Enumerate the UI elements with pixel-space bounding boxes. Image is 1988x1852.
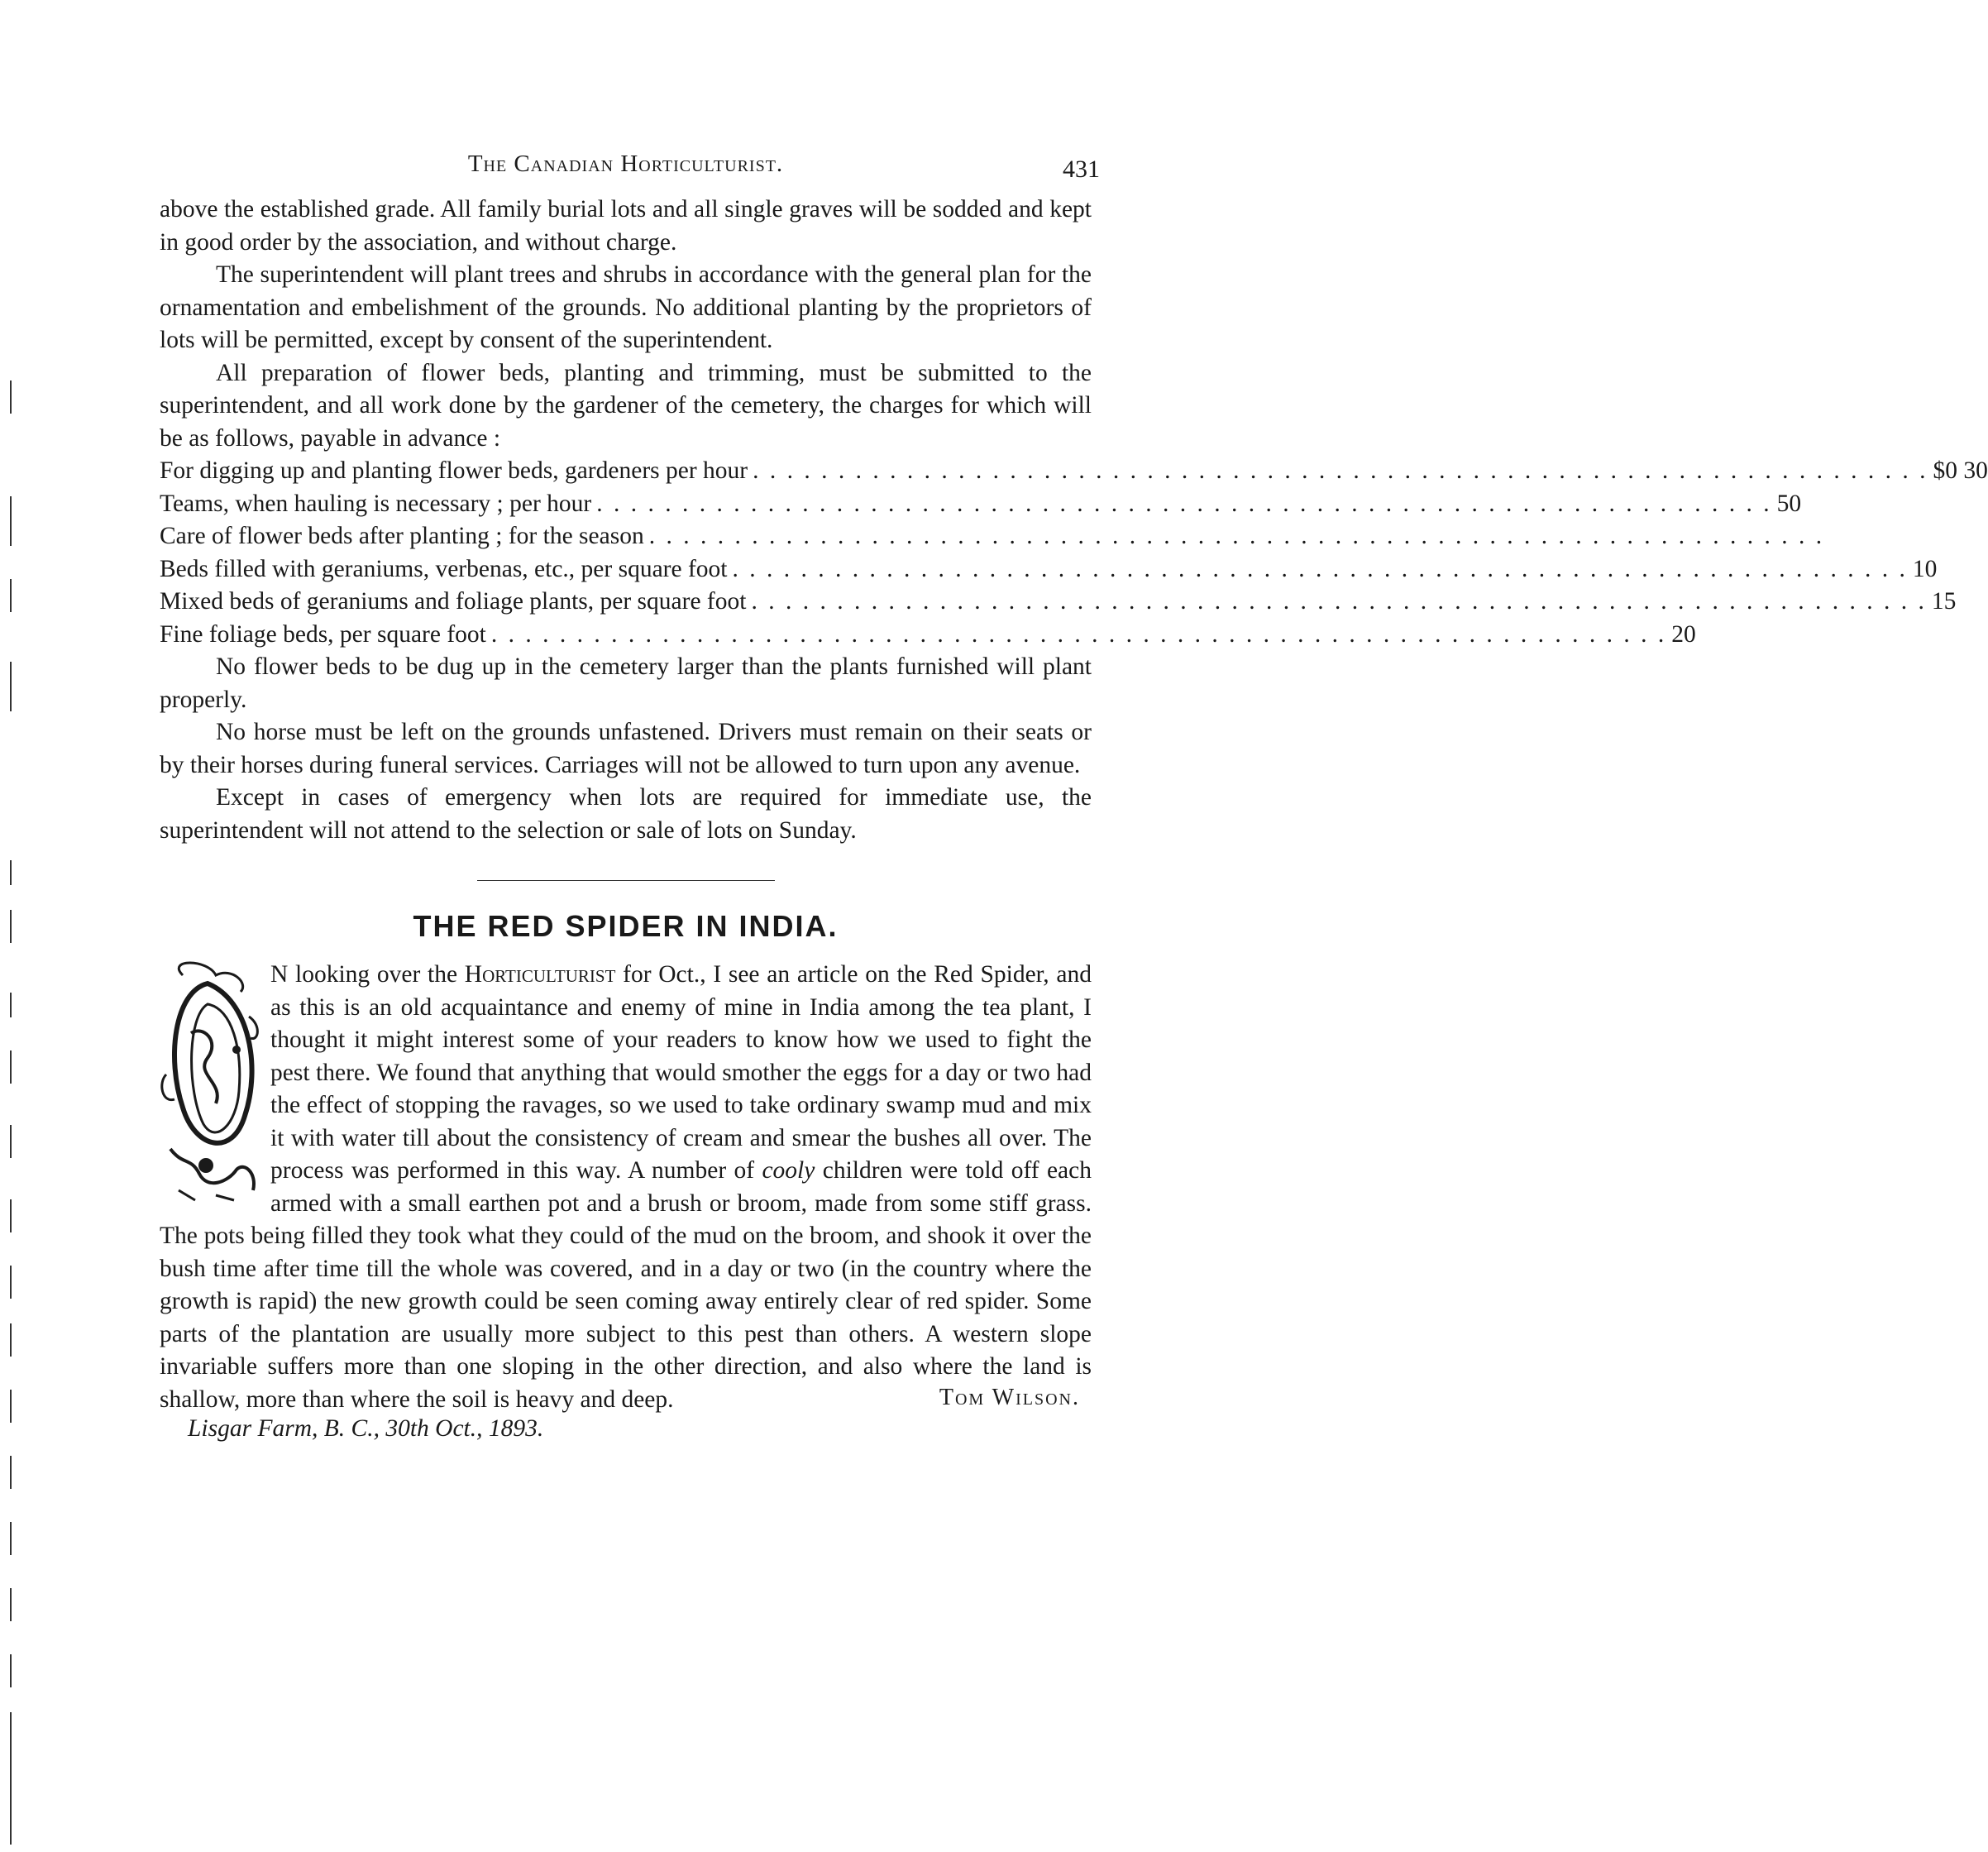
charge-row xyxy=(160,619,1696,652)
section-divider xyxy=(477,880,775,881)
leader-dots: . . . . . . . . . . . . . . . . . . . . . . . . . . . . . . . . . . . . . . . . . . . . . . . . . . . . . . . . . . . . . . . . . . . . . xyxy=(732,555,1908,582)
charge-label: Fine foliage beds, per square foot xyxy=(160,620,486,648)
paragraph: No flower beds to be dug up in the cemetery larger than the plants furnished will plant properly. xyxy=(160,653,1092,713)
paragraph: above the established grade. All family burial lots and all single graves will be sodded and kept in good order by the association, and without charge. xyxy=(160,196,1092,256)
margin-mark xyxy=(10,1125,12,1158)
paragraph: The superintendent will plant trees and shrubs in accordance with the general plan for the ornamentation and embelishment of the grounds. No additional planting by the proprietors of lots will be permitted, except by consent of the superintendent. xyxy=(160,261,1092,353)
author-signature: Tom Wilson. xyxy=(939,1385,1080,1410)
margin-mark xyxy=(10,993,12,1017)
running-title: The Canadian Horticulturist. xyxy=(467,151,784,177)
leader-dots: . . . . . . . . . . . . . . . . . . . . . . . . . . . . . . . . . . . . . . . . . . . . . . . . . . . . . . . . . . . . . . . . . . . . . xyxy=(751,588,1927,615)
charge-row xyxy=(160,586,1957,619)
article-body xyxy=(160,959,1092,1416)
margin-mark xyxy=(10,910,12,943)
charge-row xyxy=(160,455,1988,488)
article-text: N looking over the xyxy=(270,961,465,988)
margin-mark xyxy=(10,1266,12,1299)
paragraph: Except in cases of emergency when lots are required for immediate use, the superintendent will not attend to the selection or sale of lots on Sunday. xyxy=(160,784,1092,844)
margin-mark xyxy=(10,1712,12,1845)
article-text: for Oct., I see an article on the Red Spider, and as this is an old acquaintance and enemy of mine in India among the tea plant, I thought it might interest some of your readers to know how we used to fight the pest there. We found that anything that would smother the eggs for a day or two had the effect of stopping the ravages, so we used to take ordinary swamp mud and mix it with water till about the consistency of cream and smear the bushes all over. The process was performed in this way. A number of xyxy=(270,961,1092,1184)
charges-list xyxy=(160,455,1988,651)
charge-price: 15 xyxy=(1931,588,1957,615)
margin-mark xyxy=(10,496,12,546)
ornamental-initial-o xyxy=(158,959,264,1204)
margin-mark xyxy=(10,380,12,414)
magazine-name: Horticulturist xyxy=(464,961,616,988)
article-text: children were told off each armed with a small earthen pot and a brush or broom, made from some stiff grass. The pots being filled they took what they could of the mud on the broom, and shook it over the bush time after time till the whole was covered, and in a day or two (in the country where the growth is rapid) the new growth could be seen coming away entirely clear of red spider. Some parts of the plantation are usually more subject to this pest than others. A western slope invariable suffers more than one sloping in the other direction, and also where the land is shallow, more than where the soil is heavy and deep. xyxy=(160,1157,1092,1413)
margin-mark xyxy=(10,1390,12,1423)
charge-row xyxy=(160,520,1825,553)
leader-dots: . . . . . . . . . . . . . . . . . . . . . . . . . . . . . . . . . . . . . . . . . . . . . . . . . . . . . . . . . . . . . . . . . . . . . xyxy=(648,523,1825,549)
charge-row xyxy=(160,488,1802,521)
margin-mark xyxy=(10,1050,12,1084)
charge-row xyxy=(160,553,1938,586)
charge-label: Care of flower beds after planting ; for the season xyxy=(160,523,644,549)
page-number: 431 xyxy=(1063,156,1100,183)
margin-mark xyxy=(10,1199,12,1232)
article-title: THE RED SPIDER IN INDIA. xyxy=(413,909,839,943)
margin-mark xyxy=(10,1588,12,1621)
charge-price: 50 xyxy=(1776,490,1802,517)
charge-price: $0 30 xyxy=(1933,457,1988,484)
charge-price: 20 xyxy=(1671,620,1696,648)
margin-mark xyxy=(10,1522,12,1555)
margin-mark xyxy=(10,1654,12,1687)
margin-mark xyxy=(10,662,12,711)
paragraph: No horse must be left on the grounds unfastened. Drivers must remain on their seats or by their horses during funeral services. Carriages will not be allowed to turn upon any avenue. xyxy=(160,719,1092,778)
leader-dots: . . . . . . . . . . . . . . . . . . . . . . . . . . . . . . . . . . . . . . . . . . . . . . . . . . . . . . . . . . . . . . . . . . . . . xyxy=(490,620,1667,648)
charge-label: Mixed beds of geraniums and foliage plants, per square foot xyxy=(160,588,747,615)
charge-label: Teams, when hauling is necessary ; per hour xyxy=(160,490,592,517)
drop-cap xyxy=(158,959,264,1204)
margin-mark xyxy=(10,579,12,612)
margin-mark xyxy=(10,1456,12,1489)
dateline: Lisgar Farm, B. C., 30th Oct., 1893. xyxy=(188,1415,544,1442)
leader-dots: . . . . . . . . . . . . . . . . . . . . . . . . . . . . . . . . . . . . . . . . . . . . . . . . . . . . . . . . . . . . . . . . . . . . . xyxy=(753,457,1928,484)
leader-dots: . . . . . . . . . . . . . . . . . . . . . . . . . . . . . . . . . . . . . . . . . . . . . . . . . . . . . . . . . . . . . . . . . . . . . xyxy=(596,490,1772,517)
charge-label: Beds filled with geraniums, verbenas, etc., per square foot xyxy=(160,555,728,582)
margin-mark xyxy=(10,1323,12,1357)
paragraph: All preparation of flower beds, planting and trimming, must be submitted to the superintendent, and all work done by the gardener of the cemetery, the charges for which will be as follows, payable in advance : xyxy=(160,359,1092,452)
running-head xyxy=(160,151,1100,194)
italic-word: cooly xyxy=(762,1157,815,1184)
margin-mark xyxy=(10,860,12,885)
charge-price: 10 xyxy=(1912,555,1938,582)
page xyxy=(160,151,1988,1446)
charge-label: For digging up and planting flower beds, gardeners per hour xyxy=(160,457,748,484)
